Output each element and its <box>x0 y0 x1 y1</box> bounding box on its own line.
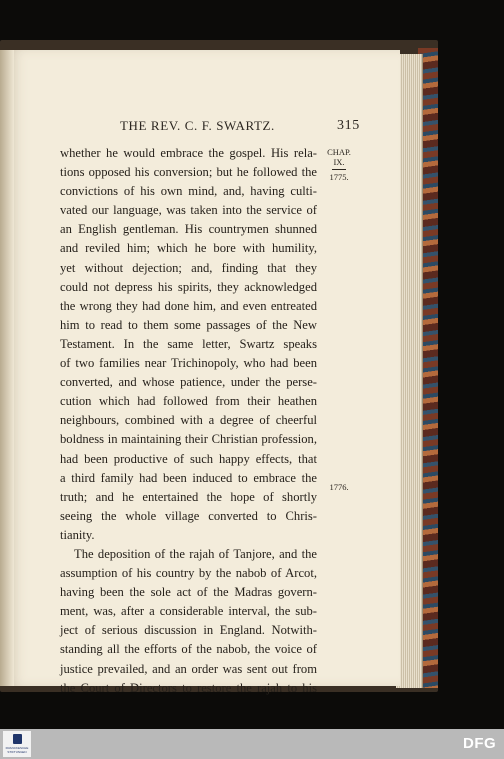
text-line: Testament. In the same letter, Swartz speaks <box>60 336 317 351</box>
library-logo-icon <box>13 734 22 744</box>
page-edges <box>396 54 423 688</box>
text-line: yet without dejection; and, finding that they <box>60 260 317 275</box>
text-line: justice prevailed, and an order was sent out from <box>60 661 317 676</box>
text-line: him to read to them some passages of the New <box>60 317 317 332</box>
running-head: THE REV. C. F. SWARTZ. <box>120 118 275 133</box>
text-line: The deposition of the rajah of Tanjore, and the <box>74 546 317 561</box>
text-line: and reviled him; which he bore with humility, <box>60 241 317 256</box>
chap-rule <box>332 169 346 170</box>
text-line: boldness in maintaining their Christian profession, <box>60 432 317 447</box>
text-line: neighbours, combined with a degree of cheerful <box>60 413 317 428</box>
text-line: could not depress his spirits, they acknowledged <box>60 279 317 294</box>
gutter-shadow <box>0 50 14 686</box>
text-line: converted, and whose patience, under the perse- <box>60 375 317 390</box>
viewer-footer <box>0 729 504 759</box>
text-line: a third family had been induced to embrace the <box>60 470 317 485</box>
text-line: convictions of his own mind, and, having culti- <box>60 184 317 199</box>
text-line: the Court of Directors to restore the rajah to his <box>60 680 317 695</box>
page-number: 315 <box>337 118 360 133</box>
body-text <box>60 144 317 698</box>
text-line: ject of serious discussion in England. Notwith- <box>60 623 317 638</box>
margin-chapter-note <box>326 147 352 182</box>
text-line: had been productive of such happy effects, that <box>60 451 317 466</box>
margin-year-note: 1776. <box>329 482 349 492</box>
text-line: tianity. <box>60 527 95 542</box>
text-line: whether he would embrace the gospel. His rela- <box>60 146 317 160</box>
chap-number: IX. <box>333 157 345 167</box>
library-logo[interactable] <box>3 731 31 757</box>
text-line: cution which had followed from their heathen <box>60 394 317 409</box>
text-line: ment, was, after a considerable interval, the sub- <box>60 604 317 619</box>
text-line: tions opposed his conversion; but he followed the <box>60 165 317 180</box>
library-logo-text: FRANCKESCHE STIFTUNGEN <box>5 746 29 754</box>
text-line: assumption of his country by the nabob of Arcot, <box>60 566 317 581</box>
chap-label: CHAP. <box>327 147 351 157</box>
dfg-logo[interactable]: DFG <box>463 735 497 752</box>
text-line: seeing the whole village converted to Chris- <box>60 508 317 523</box>
text-line: the wrong they had done him, and even entreated <box>60 298 317 313</box>
text-line: vated our language, was taken into the service of <box>60 203 317 218</box>
text-line: truth; and he entertained the hope of shortly <box>60 489 317 504</box>
text-line: standing all the efforts of the nabob, the voice of <box>60 642 317 657</box>
year-note: 1775. <box>329 172 349 182</box>
text-line: an English gentleman. His countrymen shunned <box>60 222 317 237</box>
text-line: of two families near Trichinopoly, who had been <box>60 356 317 371</box>
text-line: having been the sole act of the Madras govern- <box>60 585 317 600</box>
